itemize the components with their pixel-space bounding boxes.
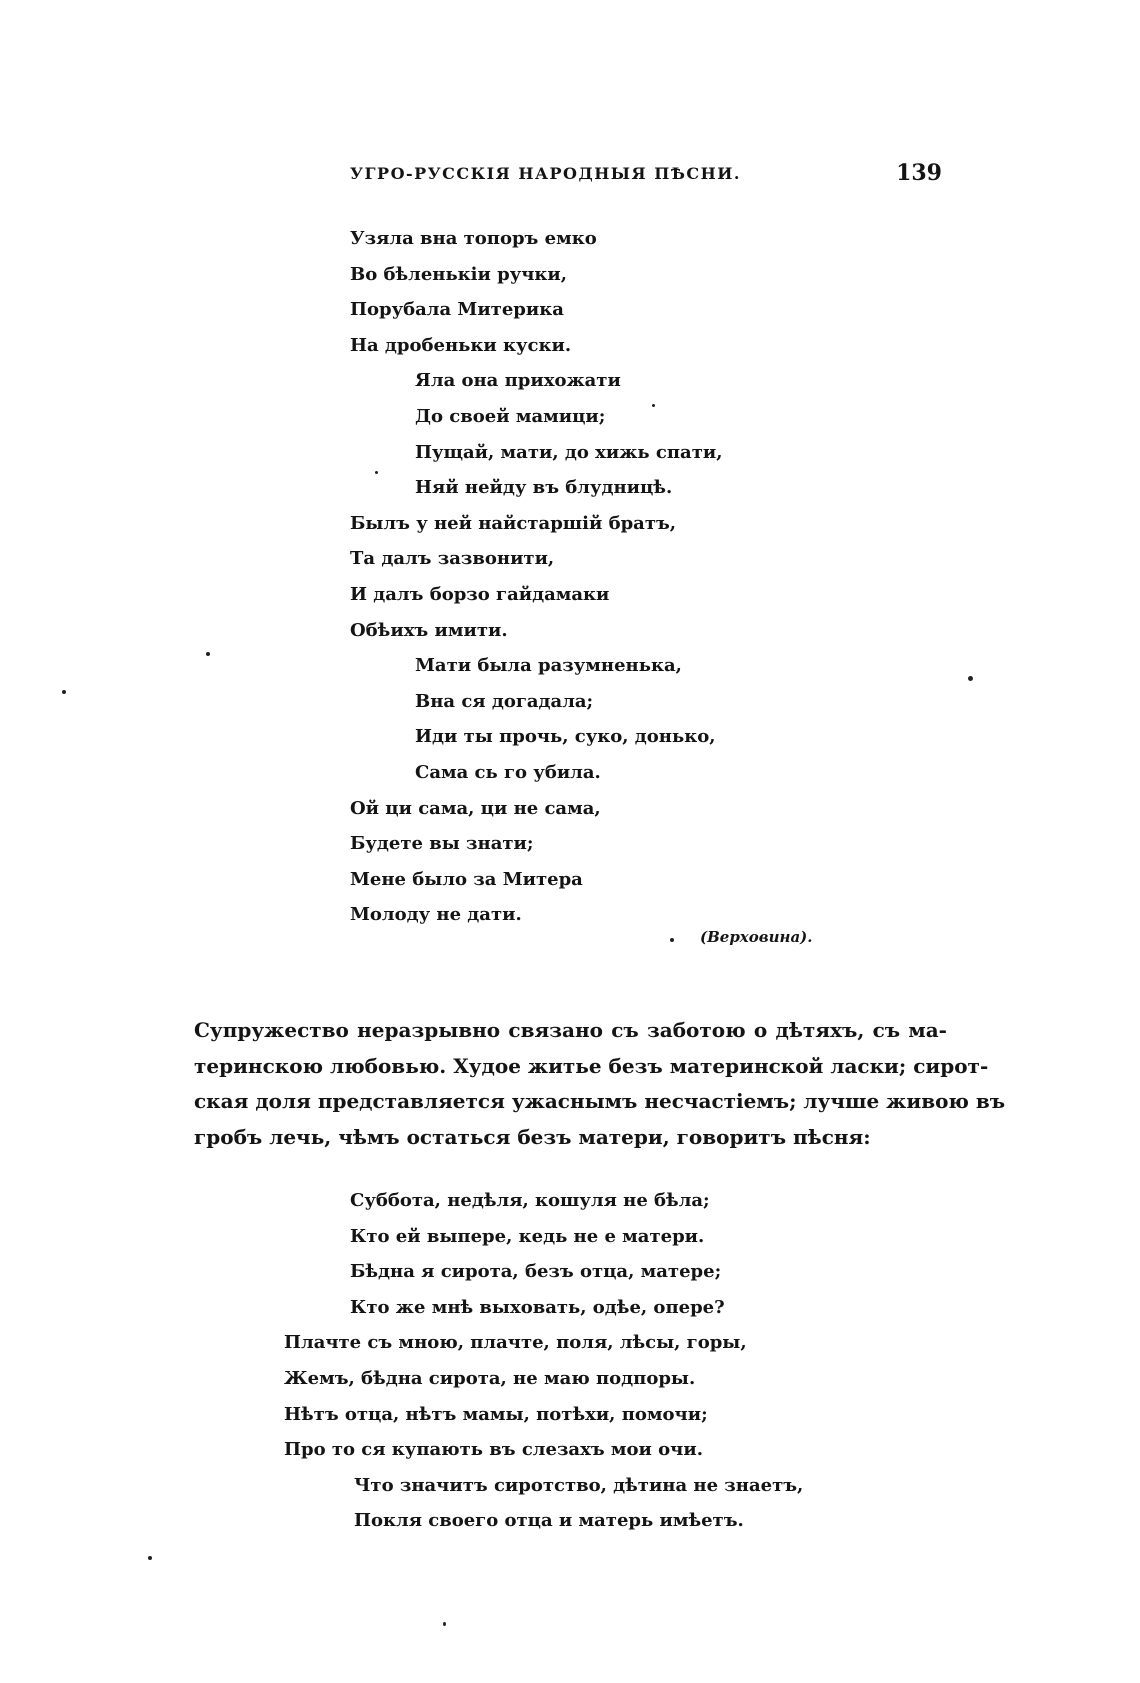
poem-line: На дробеньки куски. <box>350 334 572 356</box>
poem-line: Во бѣленькіи ручки, <box>350 263 568 285</box>
poem-line: Кто же мнѣ выховать, одѣе, опере? <box>350 1296 725 1318</box>
poem-line: Мати была разумненька, <box>415 655 682 677</box>
poem-line: Про то ся купають въ слезахъ мои очи. <box>284 1439 703 1461</box>
poem-line: Жемъ, бѣдна сирота, не маю подпоры. <box>284 1367 696 1389</box>
scan-speck <box>62 690 66 694</box>
poem-line: Вна ся догадала; <box>415 690 594 712</box>
poem-line: Иди ты прочь, суко, донько, <box>415 726 716 748</box>
prose-line: теринскою любовью. Худое житье безъ материнской ласки; сирот- <box>194 1053 989 1078</box>
poem-line: Что значитъ сиротство, дѣтина не знаетъ, <box>354 1474 804 1496</box>
poem-2 <box>284 1183 803 1539</box>
poem-line: Нѣтъ отца, нѣтъ мамы, потѣхи, помочи; <box>284 1403 708 1425</box>
poem-line: Былъ у ней найстаршій братъ, <box>350 512 677 534</box>
poem-line: Сама сь го убила. <box>415 761 601 783</box>
scan-speck <box>375 471 378 474</box>
prose-paragraph <box>194 1013 1006 1155</box>
poem-1 <box>350 221 722 933</box>
poem-line: Няй нейду въ блудницѣ. <box>415 477 673 499</box>
prose-line: ская доля представляется ужаснымъ несчастіемъ; лучше живою въ <box>194 1089 1006 1113</box>
poem-line: Яла она прихожати <box>415 370 621 392</box>
poem-line: Порубала Митерика <box>350 299 564 321</box>
scan-speck <box>652 404 655 407</box>
poem-line: Плачте съ мною, плачте, поля, лѣсы, горы, <box>284 1332 747 1354</box>
scan-speck <box>206 652 210 656</box>
poem-line: Суббота, недѣля, кошуля не бѣла; <box>350 1190 710 1211</box>
scan-speck <box>443 1622 446 1626</box>
poem-line: Молоду не дати. <box>350 904 522 926</box>
scan-speck <box>968 676 973 681</box>
running-head <box>350 160 942 190</box>
poem-line: Пущай, мати, до хижь спати, <box>415 441 723 463</box>
page-number: 139 <box>896 160 942 186</box>
scan-speck <box>670 938 674 942</box>
prose-line: гробъ лечь, чѣмъ остаться безъ матери, говоритъ пѣсня: <box>194 1124 871 1149</box>
prose-line: Супружество неразрывно связано съ заботою о дѣтяхъ, съ ма- <box>194 1018 947 1042</box>
source-note: (Верховина). <box>700 928 813 946</box>
running-title: УГРО-РУССКІЯ НАРОДНЫЯ ПѢСНИ. <box>350 164 741 183</box>
poem-line: До своей мамици; <box>415 405 606 427</box>
poem-line: Покля своего отца и матерь имѣетъ. <box>354 1510 744 1532</box>
poem-line: Ой ци сама, ци не сама, <box>350 797 601 819</box>
poem-line: Мене было за Митера <box>350 868 583 890</box>
poem-line: Бѣдна я сирота, безъ отца, матере; <box>350 1261 722 1283</box>
poem-line: Будете вы знати; <box>350 833 534 855</box>
poem-line: И далъ борзо гайдамаки <box>350 583 610 605</box>
poem-line: Узяла вна топоръ емко <box>350 228 597 249</box>
scan-speck <box>148 1556 152 1560</box>
poem-line: Кто ей выпере, кедь не е матери. <box>350 1225 705 1247</box>
poem-line: Та далъ зазвонити, <box>350 548 555 570</box>
poem-line: Обѣихъ имити. <box>350 619 508 641</box>
